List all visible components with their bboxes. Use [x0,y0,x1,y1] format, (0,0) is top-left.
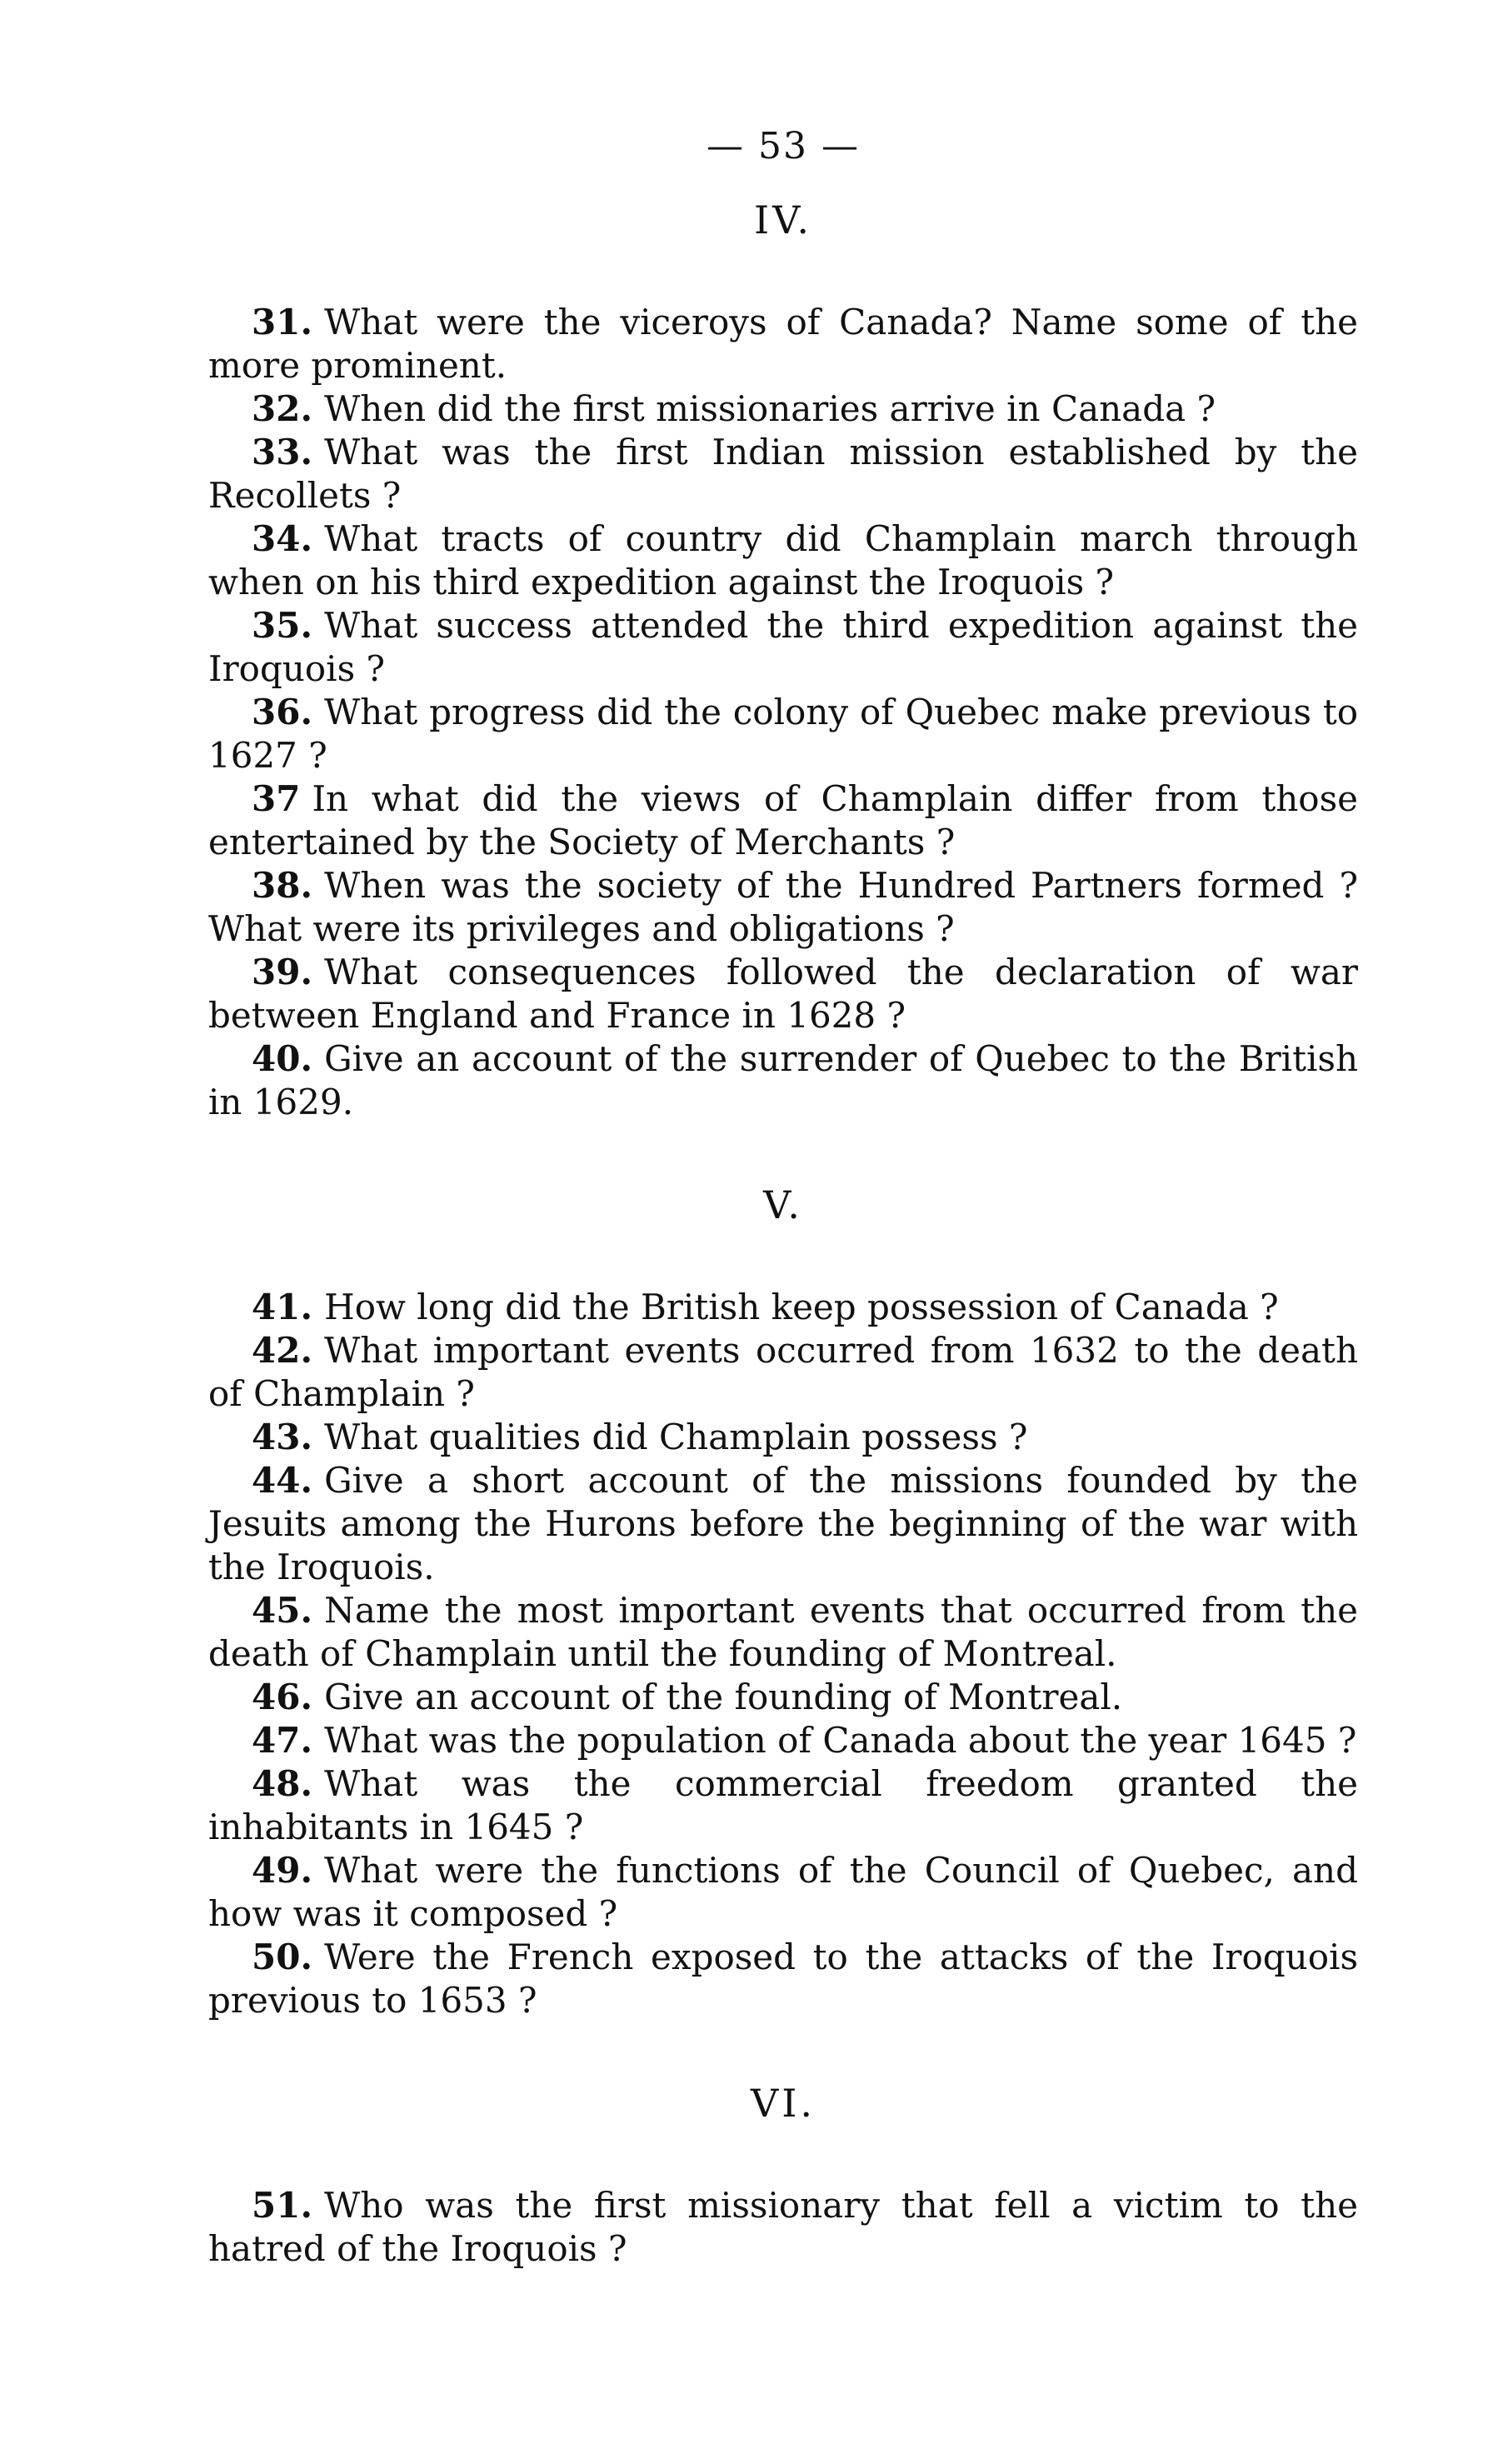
question-text: What qualities did Champlain possess ? [324,1417,1028,1457]
document-page [208,125,1358,2271]
question-text: What was the first Indian mission established by the Recollets ? [208,432,1358,516]
question-49 [208,1849,1358,1936]
question-text: Were the French exposed to the attacks of the Iroquois previous to 1653 ? [208,1937,1358,2021]
question-text: Give an account of the surrender of Quebec to the British in 1629. [208,1038,1358,1122]
question-text: Name the most important events that occurred from the death of Champlain until the founding of Montreal. [208,1590,1358,1674]
question-text: What tracts of country did Champlain march through when on his third expedition against the Iroquois ? [208,518,1358,602]
question-text: In what did the views of Champlain differ from those entertained by the Society of Merchants ? [208,778,1358,862]
question-number: 47. [252,1720,313,1761]
question-number: 32. [252,388,313,429]
question-text: Give a short account of the missions founded by the Jesuits among the Hurons before the beginning of the war with the Iroquois. [208,1460,1358,1587]
question-text: What important events occurred from 1632 to the death of Champlain ? [208,1330,1358,1414]
question-number: 35. [252,605,313,646]
question-number: 46. [252,1677,313,1717]
question-text: Give an account of the founding of Montreal. [324,1677,1123,1717]
question-text: What progress did the colony of Quebec make previous to 1627 ? [208,692,1358,776]
question-number: 44. [252,1460,313,1501]
question-50 [208,1936,1358,2022]
question-42 [208,1329,1358,1416]
section-heading: IV. [754,197,812,242]
question-text: What were the functions of the Council of Quebec, and how was it composed ? [208,1850,1358,1934]
question-number: 36. [252,692,313,732]
question-31 [208,301,1358,387]
question-32 [208,387,1358,431]
question-46 [208,1676,1358,1719]
question-37 [208,777,1358,864]
question-text: Who was the first missionary that fell a victim to the hatred of the Iroquois ? [208,2185,1358,2269]
question-text: When was the society of the Hundred Partners formed ? What were its privileges and obligations ? [208,865,1358,949]
question-number: 31. [252,302,313,342]
question-number: 40. [252,1038,313,1079]
question-38 [208,864,1358,951]
question-44 [208,1459,1358,1589]
question-35 [208,604,1358,691]
question-33 [208,431,1358,517]
question-number: 51. [252,2185,313,2226]
question-number: 41. [252,1287,313,1327]
question-number: 50. [252,1937,313,1977]
question-text: When did the first missionaries arrive in Canada ? [324,388,1216,429]
question-47 [208,1719,1358,1762]
question-number: 49. [252,1850,313,1891]
question-text: How long did the British keep possession of Canada ? [324,1287,1279,1327]
question-number: 37 [252,778,301,819]
question-text: What was the population of Canada about the year 1645 ? [324,1720,1357,1761]
question-number: 42. [252,1330,313,1371]
question-40 [208,1037,1358,1124]
question-34 [208,517,1358,604]
question-number: 43. [252,1417,313,1457]
section-heading: V. [763,1182,803,1227]
question-text: What were the viceroys of Canada? Name some of the more prominent. [208,302,1358,386]
question-45 [208,1589,1358,1676]
question-text: What was the commercial freedom granted the inhabitants in 1645 ? [208,1763,1358,1847]
question-51 [208,2184,1358,2271]
question-number: 38. [252,865,313,906]
question-text: What success attended the third expedition against the Iroquois ? [208,605,1358,689]
question-43 [208,1416,1358,1459]
question-number: 48. [252,1763,313,1804]
section-heading: VI. [750,2081,816,2126]
section-iv [208,197,1358,1124]
question-number: 39. [252,952,313,992]
section-vi [208,2081,1358,2271]
question-number: 34. [252,518,313,559]
question-41 [208,1286,1358,1329]
page-number: — 53 — [707,125,860,167]
section-v [208,1182,1358,2022]
question-48 [208,1762,1358,1849]
question-36 [208,691,1358,777]
question-text: What consequences followed the declaration of war between England and France in 1628 ? [208,952,1358,1036]
question-number: 33. [252,432,313,472]
question-number: 45. [252,1590,313,1631]
question-39 [208,951,1358,1037]
